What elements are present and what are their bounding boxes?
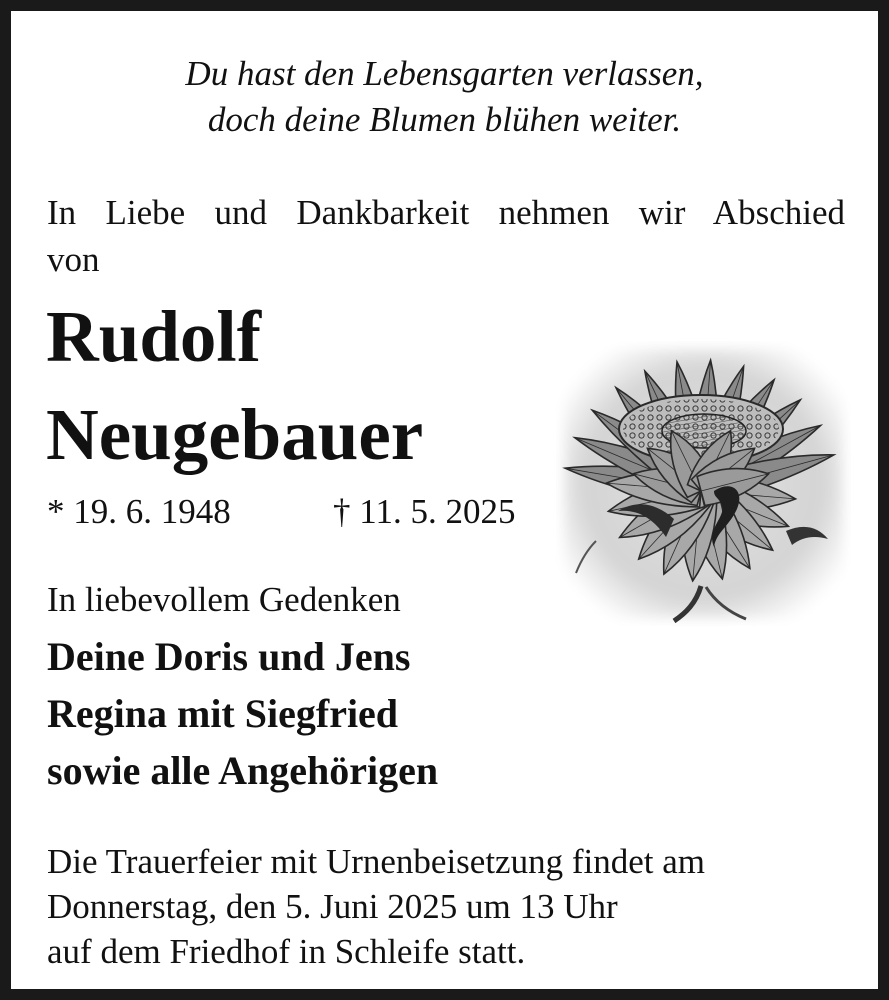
memorial-phrase: In liebevollem Gedenken <box>47 580 401 619</box>
intro-line: von <box>47 240 100 279</box>
funeral-service-info <box>47 839 705 974</box>
sunflower-drawing-icon <box>556 341 851 626</box>
mourner-line: Regina mit Siegfried <box>47 691 399 736</box>
deceased-last-name: Neugebauer <box>46 394 424 475</box>
motto-line: doch deine Blumen blühen weiter. <box>207 100 682 139</box>
deceased-first-name: Rudolf <box>46 296 262 377</box>
birth-date: * 19. 6. 1948 <box>47 492 231 531</box>
farewell-intro <box>47 189 845 283</box>
service-line: Die Trauerfeier mit Urnenbeisetzung findet am <box>47 842 705 881</box>
service-line: Donnerstag, den 5. Juni 2025 um 13 Uhr <box>47 887 618 926</box>
intro-line: In Liebe und Dankbarkeit nehmen wir Abschied <box>47 193 845 232</box>
motto-verse <box>11 51 878 143</box>
motto-line: Du hast den Lebensgarten verlassen, <box>185 54 704 93</box>
mourner-line: Deine Doris und Jens <box>47 634 411 679</box>
service-line: auf dem Friedhof in Schleife statt. <box>47 932 526 971</box>
mourners-list <box>47 628 438 799</box>
death-date: † 11. 5. 2025 <box>333 492 516 531</box>
mourner-line: sowie alle Angehörigen <box>47 748 439 793</box>
